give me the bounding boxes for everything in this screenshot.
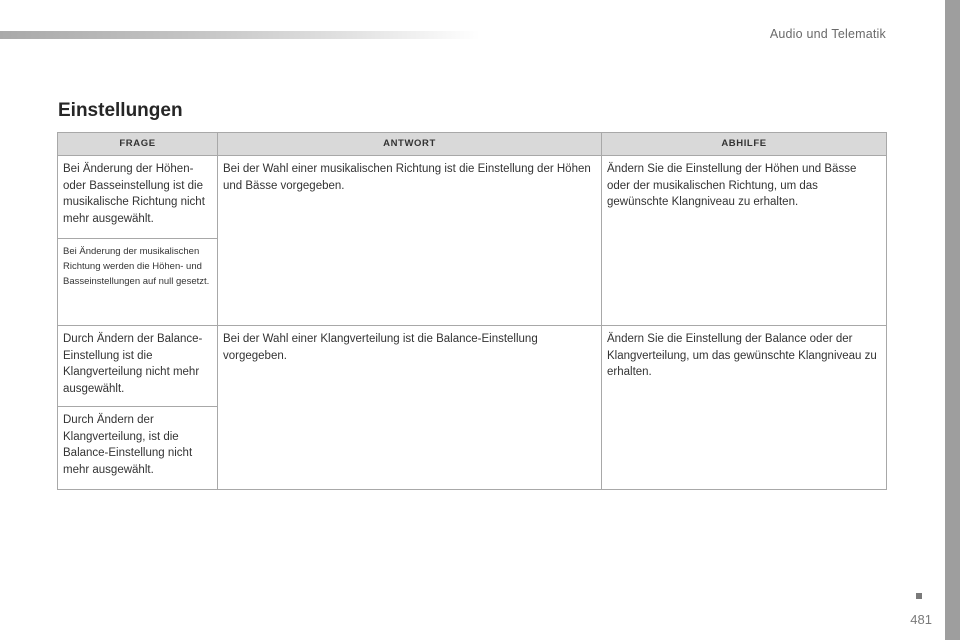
page-title: Einstellungen (58, 100, 183, 121)
antwort-cell: Bei der Wahl einer musikalischen Richtung ist die Einstellung der Höhen und Bässe vorgegeben. (218, 156, 602, 326)
frage-cell: Bei Änderung der Höhen- oder Basseinstellung ist die musikalische Richtung nicht mehr ausgewählt. (58, 156, 218, 239)
header-decorative-bar (0, 31, 480, 39)
abhilfe-cell: Ändern Sie die Einstellung der Höhen und Bässe oder der musikalischen Richtung, um das gewünschte Klangniveau zu erhalten. (602, 156, 887, 326)
column-header-abhilfe: ABHILFE (602, 133, 887, 156)
frage-note-cell: Bei Änderung der musikalischen Richtung werden die Höhen- und Basseinstellungen auf null gesetzt. (58, 239, 218, 326)
page-edge-strip (945, 0, 960, 640)
frage-cell: Durch Ändern der Balance-Einstellung ist die Klangverteilung nicht mehr ausgewählt. (58, 326, 218, 407)
column-header-frage: FRAGE (58, 133, 218, 156)
column-header-antwort: ANTWORT (218, 133, 602, 156)
abhilfe-cell: Ändern Sie die Einstellung der Balance oder der Klangverteilung, um das gewünschte Klangniveau zu erhalten. (602, 326, 887, 490)
table-row (58, 156, 887, 239)
frage-cell: Durch Ändern der Klangverteilung, ist die Balance-Einstellung nicht mehr ausgewählt. (58, 407, 218, 490)
table-row (58, 326, 887, 407)
table-header-row (58, 133, 887, 156)
faq-table (57, 132, 887, 490)
page-number: 481 (910, 612, 932, 627)
antwort-cell: Bei der Wahl einer Klangverteilung ist die Balance-Einstellung vorgegeben. (218, 326, 602, 490)
page-marker-dot (916, 593, 922, 599)
section-label: Audio und Telematik (769, 27, 886, 41)
